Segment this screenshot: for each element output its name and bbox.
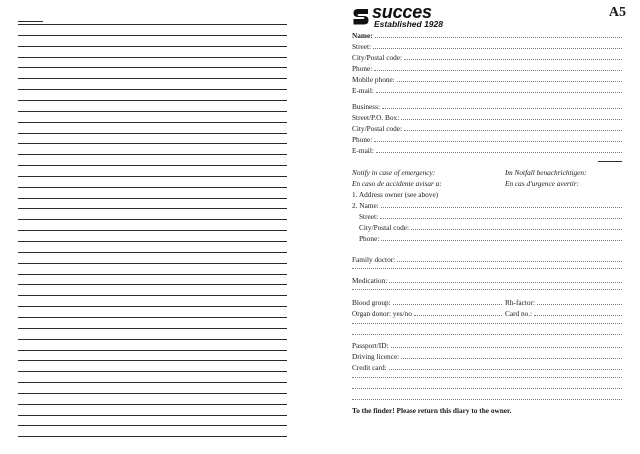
business-email-label: E-mail: xyxy=(352,146,374,155)
ruled-line[interactable] xyxy=(18,46,287,47)
driving-licence-field[interactable] xyxy=(352,350,622,361)
contact2-phone-line[interactable] xyxy=(381,240,622,241)
blood-group-line[interactable] xyxy=(393,304,502,305)
name-line[interactable] xyxy=(375,37,622,38)
ruled-line[interactable] xyxy=(18,24,287,25)
business-email-field[interactable] xyxy=(352,144,622,155)
rh-factor-line[interactable] xyxy=(537,304,622,305)
mobile-line[interactable] xyxy=(397,81,622,82)
ruled-line[interactable] xyxy=(18,187,287,188)
documents-extra-line-2[interactable] xyxy=(352,388,622,389)
name-label: Name: xyxy=(352,31,373,40)
ruled-line[interactable] xyxy=(18,360,287,361)
format-label: A5 xyxy=(608,5,626,20)
ruled-line[interactable] xyxy=(18,415,287,416)
rh-factor-field[interactable] xyxy=(505,296,622,307)
contact2-name-label: 2. Name: xyxy=(352,201,379,210)
ruled-line[interactable] xyxy=(18,100,287,101)
email-line[interactable] xyxy=(376,92,622,93)
ruled-line[interactable] xyxy=(18,252,287,253)
city-line[interactable] xyxy=(404,59,622,60)
ruled-line[interactable] xyxy=(18,35,287,36)
ruled-line[interactable] xyxy=(18,176,287,177)
contact2-phone-label: Phone: xyxy=(359,234,380,243)
succes-s-logo-icon xyxy=(352,6,370,28)
email-label: E-mail: xyxy=(352,86,374,95)
notify-es: En caso de accidente avisar a: xyxy=(352,179,442,188)
business-phone-field[interactable] xyxy=(352,133,622,144)
ruled-line[interactable] xyxy=(18,78,287,79)
notify-en: Notify in case of emergency: xyxy=(352,168,436,177)
contact2-street-label: Street: xyxy=(359,212,379,221)
ruled-line[interactable] xyxy=(18,295,287,296)
ruled-line[interactable] xyxy=(18,328,287,329)
ruled-line[interactable] xyxy=(18,371,287,372)
passport-field[interactable] xyxy=(352,339,622,350)
medical-extra-line-2[interactable] xyxy=(352,334,622,335)
credit-card-label: Credit card: xyxy=(352,363,387,372)
contact2-street-line[interactable] xyxy=(380,218,622,219)
doctor-field[interactable] xyxy=(352,253,622,264)
ruled-line[interactable] xyxy=(18,89,287,90)
ruled-line[interactable] xyxy=(18,404,287,405)
card-no-label: Card no.: xyxy=(505,309,533,318)
business-street-line[interactable] xyxy=(401,119,622,120)
header-stub-line xyxy=(18,21,43,22)
medication-extra-line[interactable] xyxy=(352,289,622,290)
passport-label: Passport/ID: xyxy=(352,341,389,350)
ruled-line[interactable] xyxy=(18,230,287,231)
ruled-line[interactable] xyxy=(18,317,287,318)
ruled-line[interactable] xyxy=(18,154,287,155)
personal-data-page xyxy=(320,0,640,454)
ruled-line[interactable] xyxy=(18,274,287,275)
street-line[interactable] xyxy=(373,48,622,49)
ruled-line[interactable] xyxy=(18,165,287,166)
ruled-line[interactable] xyxy=(18,208,287,209)
city-field[interactable] xyxy=(352,51,622,62)
address-owner-note: 1. Address owner (see above) xyxy=(352,190,439,199)
ruled-line[interactable] xyxy=(18,111,287,112)
credit-card-field[interactable] xyxy=(352,361,622,372)
ruled-line[interactable] xyxy=(18,350,287,351)
ruled-line[interactable] xyxy=(18,219,287,220)
documents-extra-line-3[interactable] xyxy=(352,399,622,400)
name-field[interactable] xyxy=(352,29,622,40)
contact2-city-field[interactable] xyxy=(359,221,622,232)
rh-factor-label: Rh-factor: xyxy=(505,298,535,307)
street-field[interactable] xyxy=(352,40,622,51)
blood-group-field[interactable] xyxy=(352,296,502,307)
passport-line[interactable] xyxy=(391,347,623,348)
street-label: Street: xyxy=(352,42,372,51)
business-city-label: City/Postal code: xyxy=(352,124,403,133)
contact2-city-label: City/Postal code: xyxy=(359,223,410,232)
business-label: Business: xyxy=(352,102,380,111)
business-phone-label: Phone: xyxy=(352,135,373,144)
finder-note: To the finder! Please return this diary to the owner. xyxy=(352,406,512,415)
city-label: City/Postal code: xyxy=(352,53,403,62)
ruled-line[interactable] xyxy=(18,393,287,394)
doctor-line[interactable] xyxy=(397,261,622,262)
brand-name: succes xyxy=(372,2,432,22)
organ-donor-line[interactable] xyxy=(414,315,502,316)
medical-extra-line-1[interactable] xyxy=(352,323,622,324)
medication-label: Medication: xyxy=(352,276,388,285)
ruled-line[interactable] xyxy=(18,306,287,307)
ruled-line[interactable] xyxy=(18,122,287,123)
driving-licence-label: Driving licence: xyxy=(352,352,400,361)
ruled-line[interactable] xyxy=(18,382,287,383)
doctor-label: Family doctor: xyxy=(352,255,396,264)
ruled-line[interactable] xyxy=(18,67,287,68)
credit-card-line[interactable] xyxy=(389,369,622,370)
notify-fr: En cas d'urgence avertir: xyxy=(505,179,580,188)
mobile-field[interactable] xyxy=(352,73,622,84)
organ-donor-field[interactable] xyxy=(352,307,502,318)
business-email-line[interactable] xyxy=(376,152,622,153)
ruled-line[interactable] xyxy=(18,284,287,285)
mobile-label: Mobile phone: xyxy=(352,75,395,84)
business-city-field[interactable] xyxy=(352,122,622,133)
phone-label: Phone: xyxy=(352,64,373,73)
medication-field[interactable] xyxy=(352,274,622,285)
business-street-field[interactable] xyxy=(352,111,622,122)
medication-line[interactable] xyxy=(389,282,622,283)
business-phone-line[interactable] xyxy=(374,141,622,142)
ruled-line[interactable] xyxy=(18,339,287,340)
driving-licence-line[interactable] xyxy=(401,358,622,359)
business-field[interactable] xyxy=(352,100,622,111)
ruled-line[interactable] xyxy=(18,241,287,242)
contact2-city-line[interactable] xyxy=(411,229,622,230)
business-street-label: Street/P.O. Box: xyxy=(352,113,400,122)
doctor-extra-line[interactable] xyxy=(352,268,622,269)
brand-established: Established 1928 xyxy=(374,19,443,29)
phone-field[interactable] xyxy=(352,62,622,73)
phone-line[interactable] xyxy=(374,70,622,71)
ruled-line[interactable] xyxy=(18,143,287,144)
card-no-line[interactable] xyxy=(534,315,622,316)
contact2-phone-field[interactable] xyxy=(359,232,622,243)
business-city-line[interactable] xyxy=(404,130,622,131)
blood-group-label: Blood group: xyxy=(352,298,391,307)
card-no-field[interactable] xyxy=(505,307,622,318)
contact2-name-field[interactable] xyxy=(352,199,622,210)
organ-donor-label: Organ donor: yes/no xyxy=(352,309,412,318)
ruled-line[interactable] xyxy=(18,57,287,58)
ruled-line[interactable] xyxy=(18,133,287,134)
ruled-line[interactable] xyxy=(18,198,287,199)
contact2-name-line[interactable] xyxy=(381,207,622,208)
notify-de: Im Notfall benachrichtigen: xyxy=(505,168,587,177)
contact2-street-field[interactable] xyxy=(359,210,622,221)
ruled-line[interactable] xyxy=(18,263,287,264)
ruled-line[interactable] xyxy=(18,425,287,426)
ruled-line[interactable] xyxy=(18,436,287,437)
section-divider xyxy=(598,161,622,162)
succes-logo xyxy=(352,2,472,30)
business-line[interactable] xyxy=(382,108,622,109)
documents-extra-line-1[interactable] xyxy=(352,377,622,378)
email-field[interactable] xyxy=(352,84,622,95)
